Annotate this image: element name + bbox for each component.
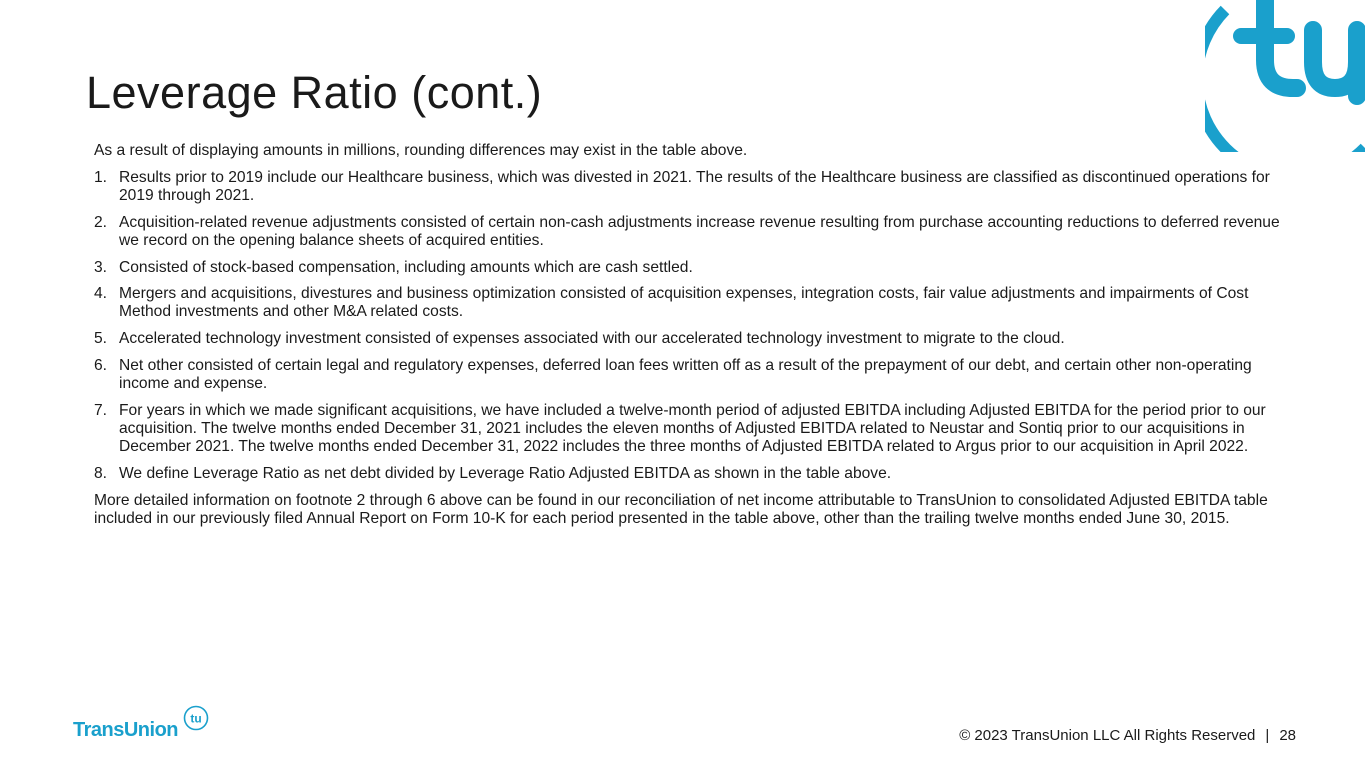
footnote-text: We define Leverage Ratio as net debt divided by Leverage Ratio Adjusted EBITDA as shown in the table above.	[119, 464, 892, 482]
transunion-logo-icon	[73, 705, 213, 745]
footnote-item	[94, 330, 1294, 348]
footnote-item	[94, 357, 1294, 393]
page-number: 28	[1279, 727, 1296, 744]
closing-text: More detailed information on footnote 2 through 6 above can be found in our reconciliation of net income attributable to TransUnion to consolidated Adjusted EBITDA table included in our previously filed Annual Report on Form 10-K for each period presented in the table above, other than the trailing twelve months ended June 30, 2015.	[94, 491, 1268, 527]
tu-logo-icon	[1205, 0, 1365, 152]
footnote-item	[94, 169, 1294, 205]
footnote-text: Net other consisted of certain legal and regulatory expenses, deferred loan fees written off as a result of the prepayment of our debt, and certain other non-operating income and expense.	[119, 356, 1252, 393]
intro-text: As a result of displaying amounts in millions, rounding differences may exist in the table above.	[94, 142, 748, 159]
brand-wordmark: TransUnion	[73, 719, 179, 741]
footnote-number: 4.	[94, 285, 108, 303]
footnote-text: Consisted of stock-based compensation, including amounts which are cash settled.	[119, 258, 693, 276]
tu-mark-icon	[183, 705, 209, 731]
footnote-item	[94, 259, 1294, 277]
footnote-number: 6.	[94, 356, 108, 374]
footnote-text: Accelerated technology investment consisted of expenses associated with our accelerated technology investment to migrate to the cloud.	[119, 330, 1065, 348]
footnote-number: 3.	[94, 258, 108, 276]
slide-title: Leverage Ratio (cont.)	[86, 67, 543, 118]
footnote-number: 1.	[94, 168, 108, 186]
footnote-item	[94, 214, 1294, 250]
copyright-text: © 2023 TransUnion LLC All Rights Reserved	[959, 727, 1256, 744]
footer-separator: |	[1265, 727, 1270, 744]
footnote-text: For years in which we made significant acquisitions, we have included a twelve-month period of adjusted EBITDA including Adjusted EBITDA for the period prior to our acquisition. The twelve months ended December 31, 2021 includes the eleven months of Adjusted EBITDA related to Neustar and Sontiq prior to our acquisitions in December 2021. The twelve months ended December 31, 2022 includes the three months of Adjusted EBITDA related to Argus prior to our acquisition in April 2022.	[119, 401, 1266, 456]
footnote-text: Acquisition-related revenue adjustments consisted of certain non-cash adjustments increase revenue resulting from purchase accounting reductions to deferred revenue we record on the opening balance sheets of acquired entities.	[119, 213, 1280, 249]
brand-mark-text: tu	[190, 711, 202, 726]
footer-info	[959, 727, 1296, 744]
footnote-number: 8.	[94, 464, 108, 482]
footnote-text: Results prior to 2019 include our Healthcare business, which was divested in 2021. The results of the Healthcare business are classified as discontinued operations for 2019 through 2021.	[119, 168, 1270, 204]
footnote-number: 5.	[94, 330, 108, 348]
footnote-item	[94, 285, 1294, 321]
footnotes-section	[94, 142, 1294, 536]
footnote-number: 7.	[94, 401, 108, 419]
footnote-list	[94, 169, 1294, 483]
footnote-number: 2.	[94, 213, 108, 231]
footnote-text: Mergers and acquisitions, divestures and business optimization consisted of acquisition expenses, integration costs, fair value adjustments and impairments of Cost Method investments and other M&A related costs.	[119, 285, 1249, 321]
footnote-item	[94, 465, 1294, 483]
footnote-item	[94, 402, 1294, 457]
